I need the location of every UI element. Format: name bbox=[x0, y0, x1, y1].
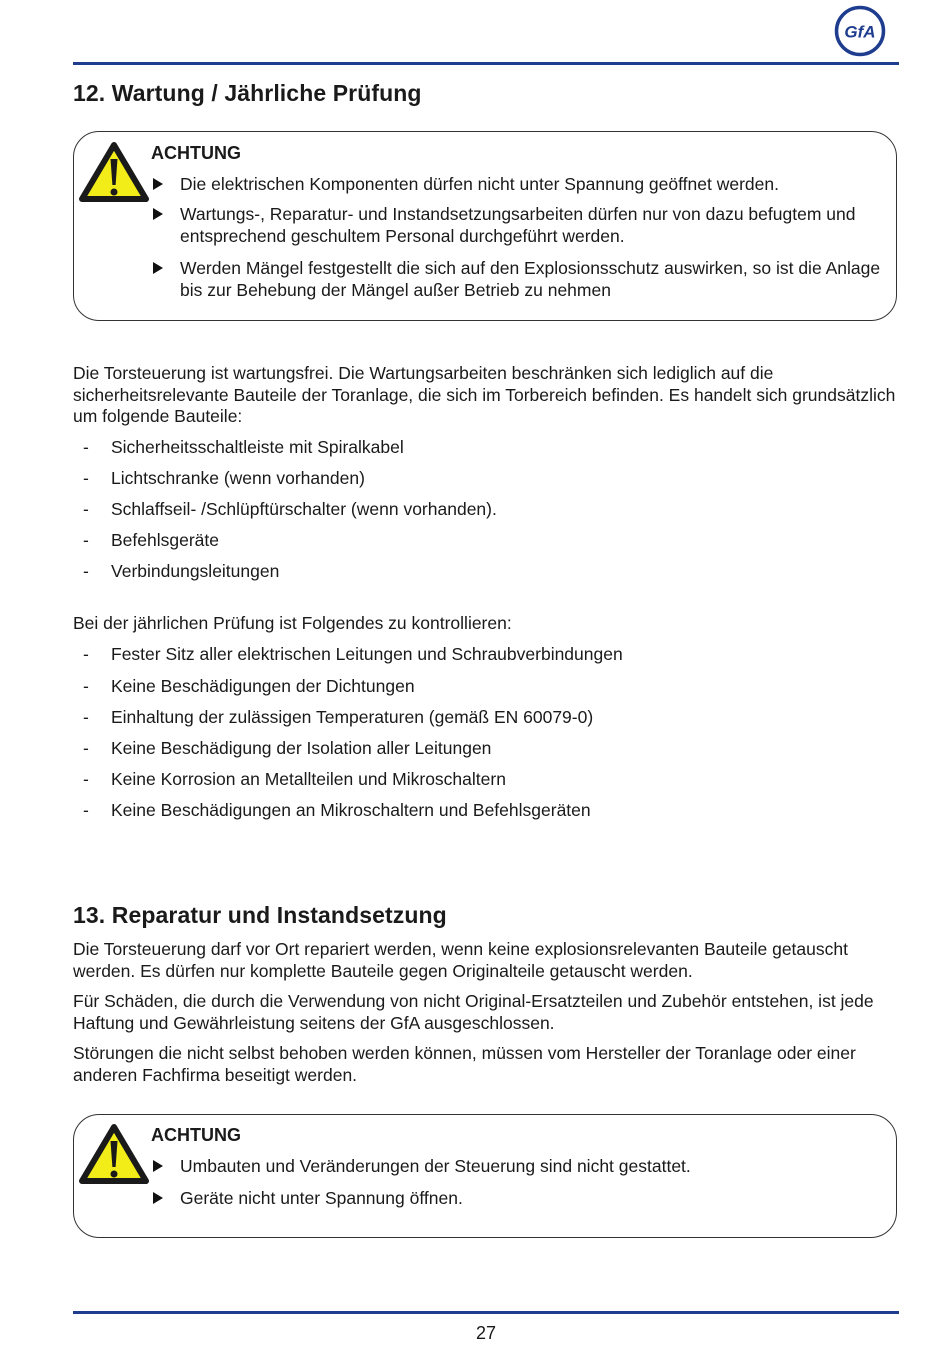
warning-item: Werden Mängel festgestellt die sich auf den Explosionsschutz auswirken, so ist die Anlage bis zur Behebung der Mängel außer Betrieb zu nehmen bbox=[151, 258, 891, 301]
section-12-title: 12. Wartung / Jährliche Prüfung bbox=[73, 80, 422, 106]
bullet-arrow-icon bbox=[153, 262, 163, 274]
warning-item: Die elektrischen Komponenten dürfen nicht unter Spannung geöffnet werden. bbox=[151, 174, 891, 196]
page-number: 27 bbox=[475, 1323, 497, 1343]
footer-rule bbox=[73, 1311, 899, 1314]
liability-paragraph: Für Schäden, die durch die Verwendung von nicht Original-Ersatzteilen und Zubehör entstehen, ist jede Haftung und Gewährleistung seitens der GfA ausgeschlossen. bbox=[73, 991, 874, 1033]
bullet-arrow-icon bbox=[153, 1192, 163, 1204]
maintenance-intro: Die Torsteuerung ist wartungsfrei. Die Wartungsarbeiten beschränken sich lediglich auf die sicherheitsrelevante Bauteile der Toranlage, die sich im Torbereich befinden. Es handelt sich grundsätzlich um folgende Bauteile: bbox=[73, 363, 896, 426]
warning-triangle-icon bbox=[78, 1123, 150, 1185]
gfa-logo bbox=[834, 5, 886, 57]
warning-triangle-icon bbox=[78, 141, 150, 203]
warning-box-repair bbox=[73, 1114, 897, 1238]
bullet-arrow-icon bbox=[153, 1160, 163, 1172]
inspection-intro: Bei der jährlichen Prüfung ist Folgendes zu kontrollieren: bbox=[73, 613, 512, 633]
warning-title: ACHTUNG bbox=[151, 1125, 241, 1145]
bullet-arrow-icon bbox=[153, 208, 163, 220]
bullet-arrow-icon bbox=[153, 178, 163, 190]
warning-item: Geräte nicht unter Spannung öffnen. bbox=[151, 1188, 891, 1210]
warning-box-maintenance bbox=[73, 131, 897, 321]
warning-item: Wartungs-, Reparatur- und Instandsetzungsarbeiten dürfen nur von dazu befugtem und entsprechend geschultem Personal durchgeführt werden. bbox=[151, 204, 891, 247]
warning-title: ACHTUNG bbox=[151, 143, 241, 163]
warning-item: Umbauten und Veränderungen der Steuerung sind nicht gestattet. bbox=[151, 1156, 891, 1178]
section-13-title: 13. Reparatur und Instandsetzung bbox=[73, 902, 447, 928]
logo-text: GfA bbox=[844, 22, 876, 42]
repair-paragraph: Die Torsteuerung darf vor Ort repariert werden, wenn keine explosionsrelevanten Bauteile getauscht werden. Es dürfen nur komplette Bauteile gegen Originalteile getauscht werden. bbox=[73, 939, 848, 981]
faults-paragraph: Störungen die nicht selbst behoben werden können, müssen vom Hersteller der Toranlage oder einer anderen Fachfirma beseitigt werden. bbox=[73, 1043, 856, 1085]
header-rule bbox=[73, 62, 899, 65]
